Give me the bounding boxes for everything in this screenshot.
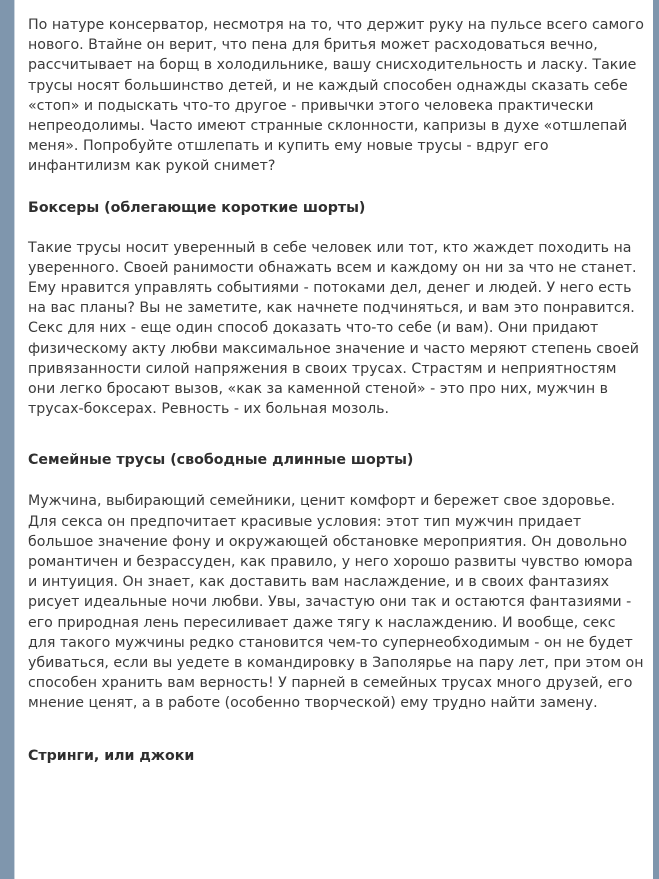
article-content	[28, 15, 644, 766]
section-heading-strings: Стринги, или джоки	[28, 747, 195, 764]
section-text-boxers: Такие трусы носит уверенный в себе человек или тот, кто жаждет походить на уверенного. Своей ранимости обнажать всем и каждому он ни за что не станет. Ему нравится управлять событиями - потоками дел, денег и людей. У него есть на вас планы? Вы не заметите, как начнете подчиняться, и вам это понравится. Секс для них - еще один способ доказать что-то себе (и вам). Они придают физическому акту любви максимальное значение и часто меряют степень своей привязанности силой напряжения в своих трусах. Страстям и неприятностям они легко бросают вызов, «как за каменной стеной» - это про них, мужчин в трусах-боксерах. Ревность - их больная мозоль.	[28, 239, 640, 418]
section-heading-boxers: Боксеры (облегающие короткие шорты)	[28, 199, 366, 216]
section-heading-family-shorts: Семейные трусы (свободные длинные шорты)	[28, 452, 414, 469]
intro-paragraph: По натуре консерватор, несмотря на то, что держит руку на пульсе всего самого нового. Втайне он верит, что пена для бритья может расходоваться вечно, рассчитывает на борщ в холодильнике, вашу снисходительность и ласку. Такие трусы носят большинство детей, и не каждый способен однажды сказать себе «стоп» и подыскать что-то другое - привычки этого человека практически непреодолимы. Часто имеют странные склонности, капризы в духе «отшлепай меня». Попробуйте отшлепать и купить ему новые трусы - вдруг его инфантилизм как рукой снимет?	[28, 17, 644, 175]
section-text-family-shorts: Мужчина, выбирающий семейники, ценит комфорт и бережет свое здоровье. Для секса он предпочитает красивые условия: этот тип мужчин придает большое значение фону и окружающей обстановке мероприятия. Он довольно романтичен и безрассуден, как правило, у него хорошо развиты чувство юмора и интуиция. Он знает, как доставить вам наслаждение, и в своих фантазиях рисует идеальные ночи любви. Увы, зачастую они так и остаются фантазиями - его природная лень пересиливает даже тягу к наслаждению. И вообще, секс для такого мужчины редко становится чем-то супернеобходимым - он не будет убиваться, если вы уедете в командировку в Заполярье на пару лет, при этом он способен хранить вам верность! У парней в семейных трусах много друзей, его мнение ценят, а в работе (особенно творческой) ему трудно найти замену.	[28, 493, 644, 712]
article-page	[14, 0, 653, 879]
